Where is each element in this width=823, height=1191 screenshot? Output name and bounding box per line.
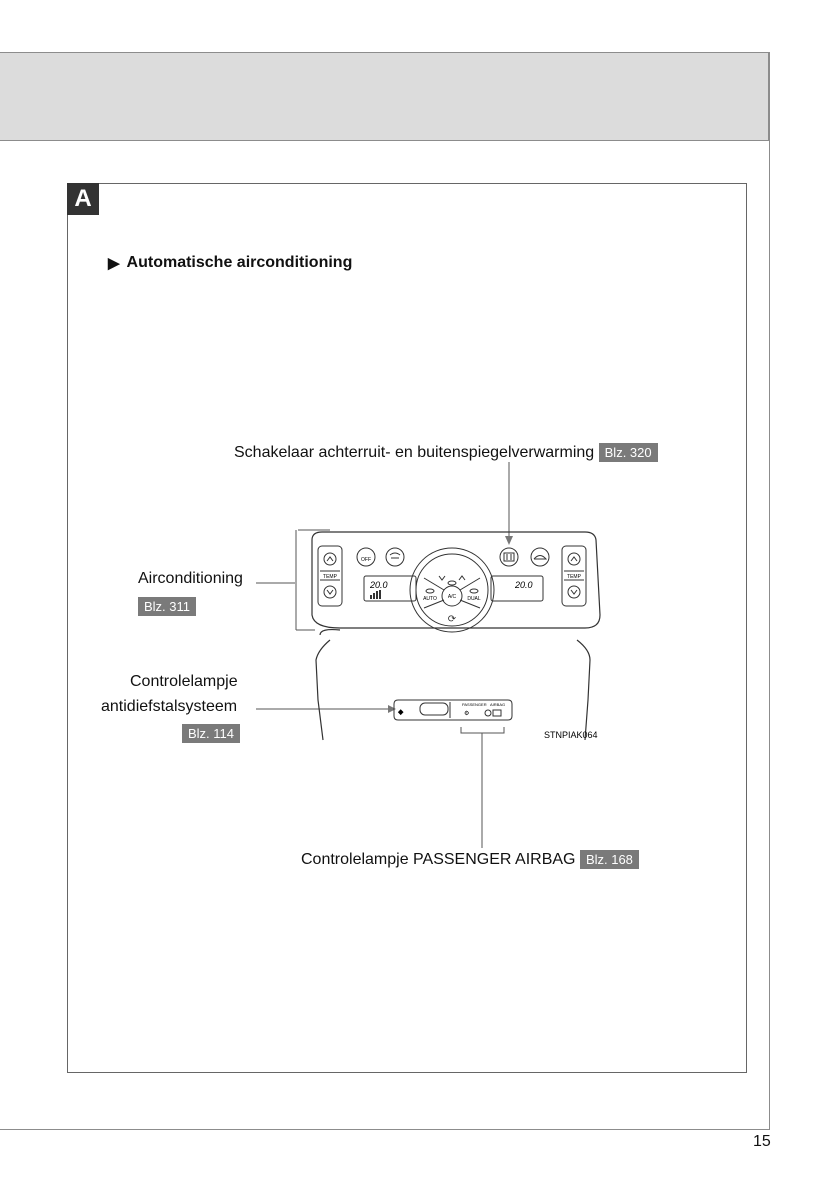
passenger-airbag-ref[interactable]: Blz. 168 (580, 850, 639, 869)
mirror-heater-label: Schakelaar achterruit- en buitenspiegelverwarming (234, 444, 595, 461)
ac-label: A/C (447, 594, 457, 600)
mirror-heater-ref[interactable]: Blz. 320 (599, 443, 658, 462)
leader-lines (256, 462, 509, 848)
front-defrost-button[interactable] (386, 548, 404, 566)
air-conditioning-label: Airconditioning (138, 570, 243, 587)
rear-defrost-button[interactable] (500, 548, 518, 566)
recirculation-button[interactable] (531, 548, 549, 566)
console-left-edge (316, 640, 330, 740)
display-right-value: 20.0 (515, 580, 533, 590)
anti-theft-ref[interactable]: Blz. 114 (182, 724, 240, 743)
section-badge: A (67, 183, 99, 215)
triangle-bullet-icon: ▶ (108, 255, 120, 272)
anti-theft-label-line2: antidiefstalsysteem (101, 698, 238, 715)
passenger-airbag-icon: ⚙ (464, 711, 470, 717)
airbag-off-icon (485, 710, 491, 716)
temp-label-right: TEMP (567, 574, 581, 580)
figure-code: STNPIAK064 (544, 730, 598, 740)
subheading-text: Automatische airconditioning (126, 254, 353, 271)
airbag-label: AIRBAG (490, 702, 506, 707)
anti-theft-label-line1: Controlelampje (130, 673, 238, 690)
fan-speed-bars-icon (370, 590, 381, 599)
passenger-airbag-label: Controlelampje PASSENGER AIRBAG (301, 851, 576, 868)
display-left-value: 20.0 (370, 580, 388, 590)
page-number: 15 (753, 1133, 771, 1150)
auto-label: AUTO (423, 596, 437, 602)
passenger-seat-sensor-icon (420, 703, 448, 715)
arrow-head-icon (388, 705, 396, 713)
airflow-mode-icon: ⟳ (447, 614, 457, 625)
off-label: OFF (361, 557, 371, 563)
arrow-head-icon (505, 536, 513, 545)
dual-label: DUAL (467, 596, 481, 602)
console-right-edge (577, 640, 590, 740)
air-conditioning-ref[interactable]: Blz. 311 (138, 597, 196, 616)
temp-label-left: TEMP (323, 574, 337, 580)
security-indicator-icon: ◆ (398, 709, 404, 716)
passenger-label: PASSENGER (462, 702, 487, 707)
